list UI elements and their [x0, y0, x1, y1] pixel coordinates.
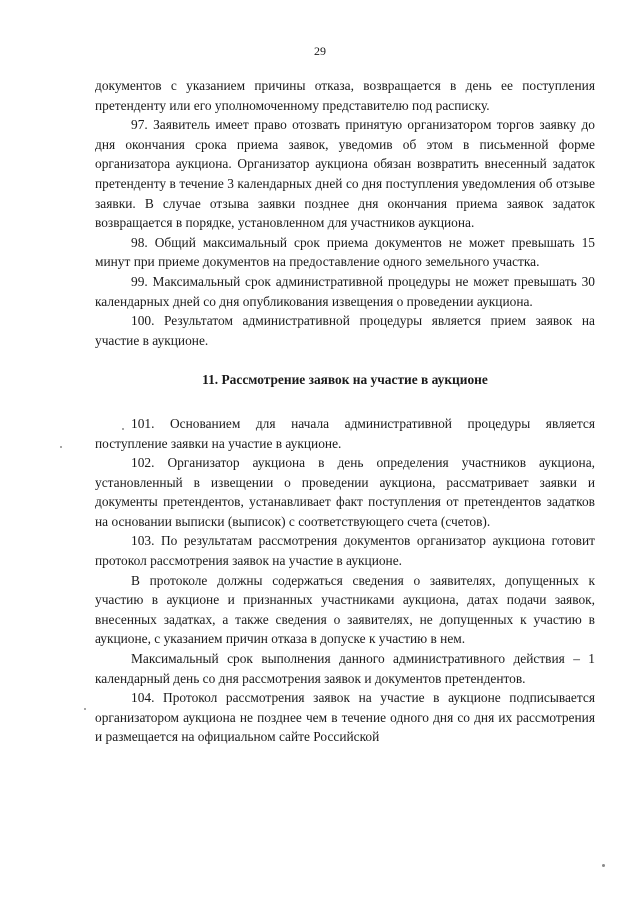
scan-speck: [602, 864, 605, 867]
paragraph-98: 98. Общий максимальный срок приема документов не может превышать 15 минут при приеме документов на предоставление одного земельного участка.: [95, 234, 595, 270]
paragraph-102: 102. Организатор аукциона в день определения участников аукциона, установленный в извещении о проведении аукциона, рассматривает заявки и документы претендентов, устанавливает факт поступления от претендентов задатков на основании выписки (выписок) с соответствующего счета (счетов).: [95, 455, 595, 529]
page-number: 29: [314, 44, 326, 58]
paragraph-99: 99. Максимальный срок административной процедуры не может превышать 30 календарных дней со дня опубликования извещения о проведении аукциона.: [95, 273, 595, 309]
paragraph-protocol-contents: В протоколе должны содержаться сведения о заявителях, допущенных к участию в аукционе и признанных участниками аукциона, датах подачи заявок, внесенных задатках, а также сведения о заявителях, не допущенных к участию в аукционе, с указанием причин отказа в допуске к участию в нем.: [95, 572, 595, 647]
paragraph-103: 103. По результатам рассмотрения документов организатор аукциона готовит протокол рассмотрения заявок на участие в аукционе.: [95, 533, 595, 569]
paragraph-continuation: документов с указанием причины отказа, возвращается в день ее поступления претенденту или его уполномоченному представителю под расписку.: [95, 78, 595, 113]
paragraph-max-term: Максимальный срок выполнения данного административного действия – 1 календарный день со дня рассмотрения заявок и документов претендентов.: [95, 651, 595, 686]
paragraph-100: 100. Результатом административной процедуры является прием заявок на участие в аукционе.: [95, 313, 595, 348]
document-body: [95, 76, 595, 747]
scan-speck: [84, 708, 86, 710]
scan-speck: [122, 428, 124, 430]
paragraph-104: 104. Протокол рассмотрения заявок на участие в аукционе подписывается организатором аукциона не позднее чем в течение одного дня со дня их рассмотрения и размещается на официальном сайте Российской: [95, 690, 595, 745]
scan-speck: [60, 446, 62, 448]
paragraph-101: 101. Основанием для начала административной процедуры является поступление заявки на участие в аукционе.: [95, 415, 595, 451]
paragraph-97: 97. Заявитель имеет право отозвать принятую организатором торгов заявку до дня окончания срока приема заявок, уведомив об этом в письменной форме организатора аукциона. Организатор аукциона обязан возвратить внесенный задаток претенденту в течение 3 календарных дней со дня поступления уведомления об отзыве заявки. В случае отзыва заявки позднее дня окончания приема заявок задаток возвращается в порядке, установленном для участников аукциона.: [95, 117, 595, 231]
section-heading: 11. Рассмотрение заявок на участие в аукционе: [202, 372, 488, 388]
